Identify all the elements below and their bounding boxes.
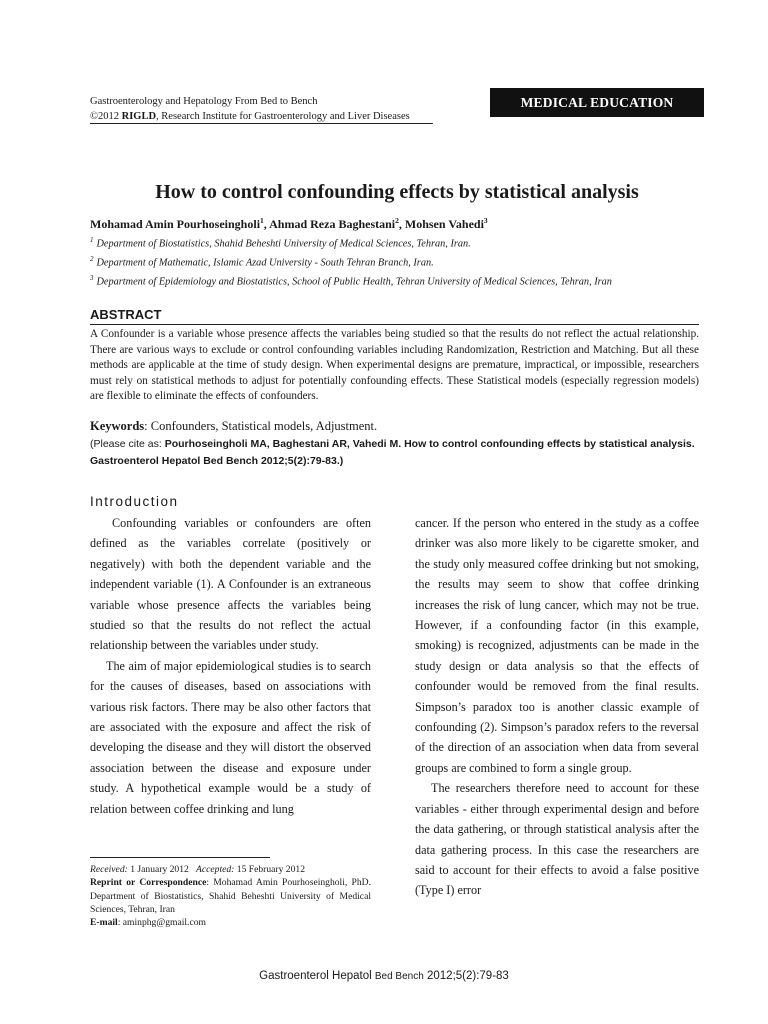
correspondence-footnote bbox=[90, 863, 371, 929]
left-column bbox=[90, 513, 371, 819]
abstract-heading: ABSTRACT bbox=[90, 307, 162, 322]
citation-text: Pourhoseingholi MA, Baghestani AR, Vahedi M. How to control confounding effects by statistical analysis. Gastroenterol Hepatol Bed Bench 2012;5(2):79-83.) bbox=[90, 438, 695, 467]
footnote-divider bbox=[90, 857, 270, 858]
citation-note: (Please cite as: Pourhoseingholi MA, Baghestani AR, Vahedi M. How to control confounding effects by statistical analysis. Gastroenterol Hepatol Bed Bench 2012;5(2):79-83.) bbox=[90, 438, 695, 467]
paragraph: cancer. If the person who entered in the study as a coffee drinker was also more likely to be cigarette smoker, and the study only measured coffee drinking but not smoking, the results may seem to show that coffee drinking increases the risk of lung cancer, which may not be true. However, if a confounding factor (in this example, smoking) is recognized, adjustments can be made in the study design or data analysis so that the effects of confounder would be removed from the final results. Simpson’s paradox too is another classic example of confounding (2). Simpson’s paradox refers to the reversal of the direction of an association when data from several groups are combined to form a single group. bbox=[415, 516, 699, 775]
paragraph: The researchers therefore need to account for these variables - either through experimental design and before the data gathering, or through statistical analysis after the data gathering process. In this case the researchers are said to account for their effects to avoid a false positive (Type I) error bbox=[415, 781, 699, 898]
right-column bbox=[415, 513, 699, 901]
author-name: Mohamad Amin Pourhoseingholi bbox=[90, 217, 261, 231]
affiliation: $^2$ Department of Mathematic, Islamic Azad University - South Tehran Branch, Iran. bbox=[90, 255, 434, 269]
correspondence-text: Reprint or Correspondence: Mohamad Amin Pourhoseingholi, PhD. Department of Biostatistics, Shahid Beheshti University of Medical Sciences, Tehran, Iran bbox=[90, 877, 371, 915]
abstract-body: A Confounder is a variable whose presence affects the variables being studied so that the results do not reflect the actual relationship. There are various ways to exclude or control confounding variables including Randomization, Restriction and Matching. But all these methods are applicable at the time of study design. When experimental designs are premature, impractical, or impossible, researchers must rely on statistical methods to adjust for potentially confounding effects. These Statistical models (especially regression models) are flexible to eliminate the effects of confounders. bbox=[90, 328, 699, 402]
page-footer: Gastroenterol Hepatol Bed Bench 2012;5(2):79-83 bbox=[259, 970, 509, 982]
paragraph: Confounding variables or confounders are often defined as the variables correlate (positively or negatively) with both the dependent variable and the independent variable (1). A Confounder is an extraneous variable whose presence affects the variables being studied so that the results do not reflect the actual relationship between the variables under study. bbox=[90, 516, 371, 653]
paragraph: The aim of major epidemiological studies is to search for the causes of diseases, based on associations with various risk factors. There may be also other factors that are associated with the exposure and affect the risk of developing the disease and they will distort the observed association between the disease and exposure under study. A hypothetical example would be a study of relation between coffee drinking and lung bbox=[90, 658, 371, 816]
keywords-label: Keywords bbox=[90, 419, 145, 433]
affiliation: $^3$ Department of Epidemiology and Biostatistics, School of Public Health, Tehran University of Medical Sciences, Tehran, Iran bbox=[90, 274, 612, 288]
affiliation: $^1$ Department of Biostatistics, Shahid Beheshti University of Medical Sciences, Tehran, Iran. bbox=[90, 236, 471, 250]
introduction-heading: Introduction bbox=[90, 494, 179, 509]
copyright-line: ©2012 RIGLD, Research Institute for Gastroenterology and Liver Diseases bbox=[90, 111, 410, 122]
email-address: : aminphg@gmail.com bbox=[117, 917, 206, 929]
journal-header bbox=[90, 94, 410, 124]
copyright-org: RIGLD bbox=[121, 111, 157, 122]
author-name: Ahmad Reza Baghestani bbox=[269, 217, 396, 231]
email-line: E-mail: aminphg@gmail.com bbox=[90, 917, 206, 929]
keywords-line bbox=[90, 419, 377, 434]
keywords-list: : Confounders, Statistical models, Adjustment. bbox=[144, 419, 378, 433]
section-badge: MEDICAL EDUCATION bbox=[490, 88, 704, 117]
header-divider bbox=[90, 123, 433, 124]
journal-name: Gastroenterology and Hepatology From Bed to Bench bbox=[90, 96, 318, 107]
author-list: Mohamad Amin Pourhoseingholi$^1$, Ahmad Reza Baghestani$^2$, Mohsen Vahedi$^3$ bbox=[90, 216, 488, 231]
article-title: How to control confounding effects by statistical analysis bbox=[155, 181, 639, 203]
author-name: Mohsen Vahedi bbox=[404, 217, 484, 231]
dates-line: Received: 1 January 2012 Accepted: 15 February 2012 bbox=[90, 864, 305, 875]
abstract-divider bbox=[90, 324, 699, 325]
